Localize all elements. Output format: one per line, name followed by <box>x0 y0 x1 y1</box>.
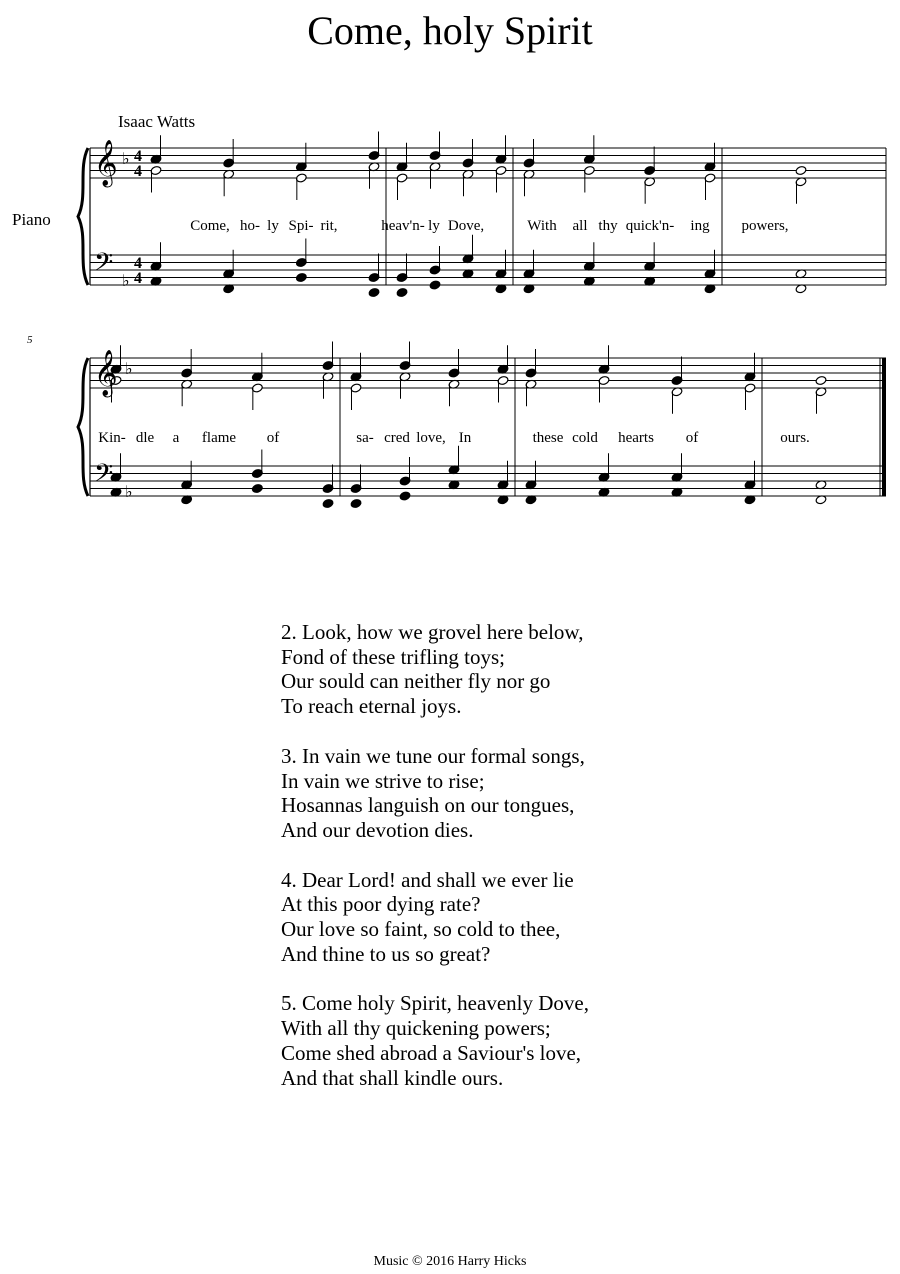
lyric-syllable: these <box>532 430 564 446</box>
verse-line: 2. Look, how we grovel here below, <box>281 620 584 644</box>
treble-clef-icon: 𝄞 <box>94 350 118 396</box>
lyric-syllable: dle <box>135 430 155 446</box>
instrument-label: Piano <box>12 210 51 229</box>
lyric-syllable: ing <box>690 218 710 234</box>
lyric-syllable: With <box>527 218 557 234</box>
verse-line: To reach eternal joys. <box>281 694 462 719</box>
verses-block <box>281 620 589 1115</box>
verse-line: And thine to us so great? <box>281 941 491 966</box>
lyric-syllable: rit, <box>320 218 338 234</box>
brace <box>78 358 88 496</box>
flat-icon: ♭ <box>125 359 133 378</box>
lyric-syllable: sa- <box>356 430 374 446</box>
note-head <box>295 272 307 282</box>
lyric-syllable: a <box>172 430 180 446</box>
copyright-footer: Music © 2016 Harry Hicks <box>373 1254 527 1269</box>
lyric-syllable: flame <box>201 430 237 446</box>
lyric-syllable: Kin- <box>98 430 126 446</box>
lyric-syllable: powers, <box>741 218 789 234</box>
time-signature: 4 <box>134 270 142 287</box>
note-head <box>429 280 441 290</box>
note-head <box>815 375 827 385</box>
lyric-syllable: of <box>266 430 280 446</box>
measure-number: 5 <box>27 334 33 346</box>
verse-line: 3. In vain we tune our formal songs, <box>281 743 585 768</box>
note-head <box>795 165 807 175</box>
lyric-syllable: all <box>572 218 588 234</box>
time-signature: 4 <box>134 148 142 165</box>
composer-credit: Isaac Watts <box>118 112 196 131</box>
verse-line: Our sould can neither fly nor go <box>281 669 551 694</box>
lyric-syllable: hearts <box>618 430 654 446</box>
lyric-syllable: love, <box>416 430 446 446</box>
note-head <box>368 287 380 297</box>
verse-line: 4. Dear Lord! and shall we ever lie <box>281 867 574 892</box>
note-head <box>251 483 263 493</box>
verse-line: Come shed abroad a Saviour's love, <box>281 1040 582 1065</box>
note-head <box>350 498 362 508</box>
note-head <box>396 287 408 297</box>
verse-5 <box>281 991 589 1090</box>
verse-line: In vain we strive to rise; <box>281 768 485 793</box>
lyric-syllable: ly <box>267 218 279 234</box>
flat-icon: ♭ <box>125 482 133 501</box>
lyric-syllable: of <box>685 430 699 446</box>
note-head <box>322 498 334 508</box>
verse-line: And our devotion dies. <box>281 817 474 842</box>
note-head <box>399 491 411 501</box>
verse-line: With all thy quickening powers; <box>281 1016 551 1041</box>
lyric-syllable: Dove, <box>447 218 485 234</box>
lyric-syllable: In <box>458 430 472 446</box>
page-title: Come, holy Spirit <box>307 8 593 53</box>
lyric-syllable: cred <box>384 430 410 446</box>
verse-line: Fond of these trifling toys; <box>281 644 505 669</box>
lyric-syllable: ours. <box>780 430 810 446</box>
verse-4 <box>281 868 589 967</box>
lyric-syllable: Come, <box>190 218 230 234</box>
lyric-syllable: ly <box>428 218 440 234</box>
lyric-syllable: thy <box>598 218 618 234</box>
verse-line: Our love so faint, so cold to thee, <box>281 917 561 942</box>
verse-3 <box>281 744 589 843</box>
verse-line: Hosannas languish on our tongues, <box>281 793 575 818</box>
flat-icon: ♭ <box>122 271 130 290</box>
verse-2 <box>281 620 589 719</box>
lyric-syllable: heav'n- <box>381 218 425 234</box>
treble-clef-icon: 𝄞 <box>94 140 118 186</box>
lyric-syllable: quick'n- <box>625 218 675 234</box>
flat-icon: ♭ <box>122 149 130 168</box>
lyric-syllable: cold <box>572 430 598 446</box>
verse-line: At this poor dying rate? <box>281 892 481 917</box>
time-signature: 4 <box>134 163 142 180</box>
verse-line: 5. Come holy Spirit, heavenly Dove, <box>281 991 589 1016</box>
brace <box>78 148 88 285</box>
bass-clef-icon: 𝄢 <box>94 248 114 283</box>
verse-line: And that shall kindle ours. <box>281 1065 504 1090</box>
time-signature: 4 <box>134 255 142 272</box>
bass-clef-icon: 𝄢 <box>94 459 114 494</box>
music-score <box>0 0 900 560</box>
lyric-syllable: Spi- <box>288 218 314 234</box>
lyric-syllable: ho- <box>240 218 260 234</box>
